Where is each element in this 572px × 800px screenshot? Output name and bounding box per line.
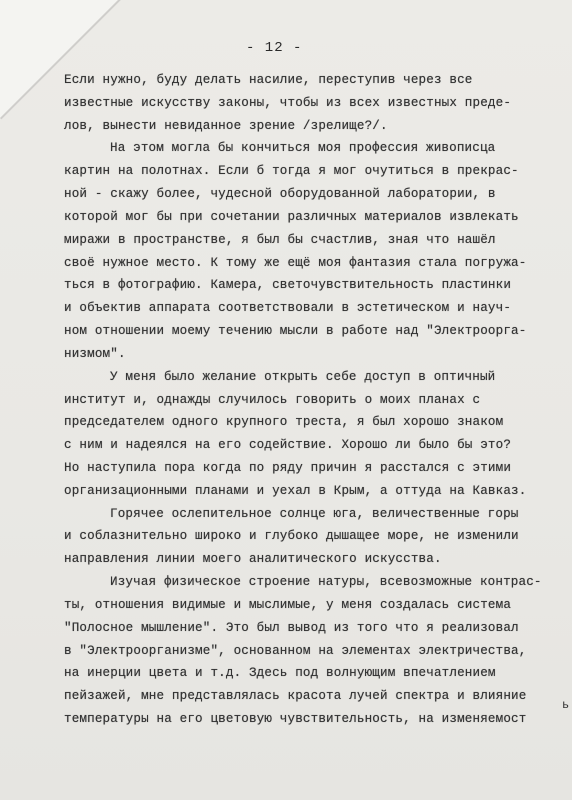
text-line: У меня было желание открыть себе доступ в оптичный [110, 370, 496, 384]
text-line: ном отношении моему течению мысли в работе над "Электроорга- [64, 324, 527, 338]
text-line: направления линии моего аналитического искусства. [64, 552, 442, 566]
text-line: Горячее ослепительное солнце юга, величественные горы [110, 507, 519, 521]
text-line: Если нужно, буду делать насилие, переступив через все [64, 73, 473, 87]
text-line: ться в фотографию. Камера, светочувствительность пластинки [64, 278, 512, 292]
text-line: миражи в пространстве, я был бы счастлив, зная что нашёл [64, 233, 496, 247]
text-line: институт и, однажды случилось говорить о моих планах с [64, 393, 481, 407]
text-line: ной - скажу более, чудесной оборудованной лаборатории, в [64, 187, 496, 201]
text-line: которой мог бы при сочетании различных материалов извлекать [64, 210, 519, 224]
text-line: Но наступила пора когда по ряду причин я расстался с этими [64, 461, 512, 475]
text-line: организационными планами и уехал в Крым, а оттуда на Кавказ. [64, 484, 527, 498]
text-line: в "Электроорганизме", основанном на элементах электричества, [64, 644, 527, 658]
text-line: своё нужное место. К тому же ещё моя фантазия стала погружа- [64, 256, 527, 270]
text-line: и объектив аппарата соответствовали в эстетическом и науч- [64, 301, 512, 315]
text-line: "Полосное мышление". Это был вывод из того что я реализовал [64, 621, 519, 635]
text-line: председателем одного крупного треста, я был хорошо знаком [64, 415, 504, 429]
text-line: Изучая физическое строение натуры, всевозможные контрас- [110, 575, 542, 589]
text-line: пейзажей, мне представлялась красота лучей спектра и влияние [64, 689, 527, 703]
text-line: На этом могла бы кончиться моя профессия живописца [110, 141, 496, 155]
text-line: низмом". [64, 347, 126, 361]
text-line: температуры на его цветовую чувствительность, на изменяемост [64, 712, 527, 726]
text-line: на инерции цвета и т.д. Здесь под волнующим впечатлением [64, 666, 496, 680]
text-line: известные искусству законы, чтобы из всех известных преде- [64, 96, 512, 110]
text-line: картин на полотнах. Если б тогда я мог очутиться в прекрас- [64, 164, 519, 178]
margin-handwritten-mark: ь [562, 698, 570, 712]
text-line: лов, вынести невиданное зрение /зрелище?/. [64, 119, 388, 133]
page-number: - 12 - [246, 40, 303, 56]
text-line: с ним и надеялся на его содействие. Хорошо ли было бы это? [64, 438, 512, 452]
text-line: ты, отношения видимые и мыслимые, у меня создалась система [64, 598, 512, 612]
text-line: и соблазнительно широко и глубоко дышащее море, не изменили [64, 529, 519, 543]
